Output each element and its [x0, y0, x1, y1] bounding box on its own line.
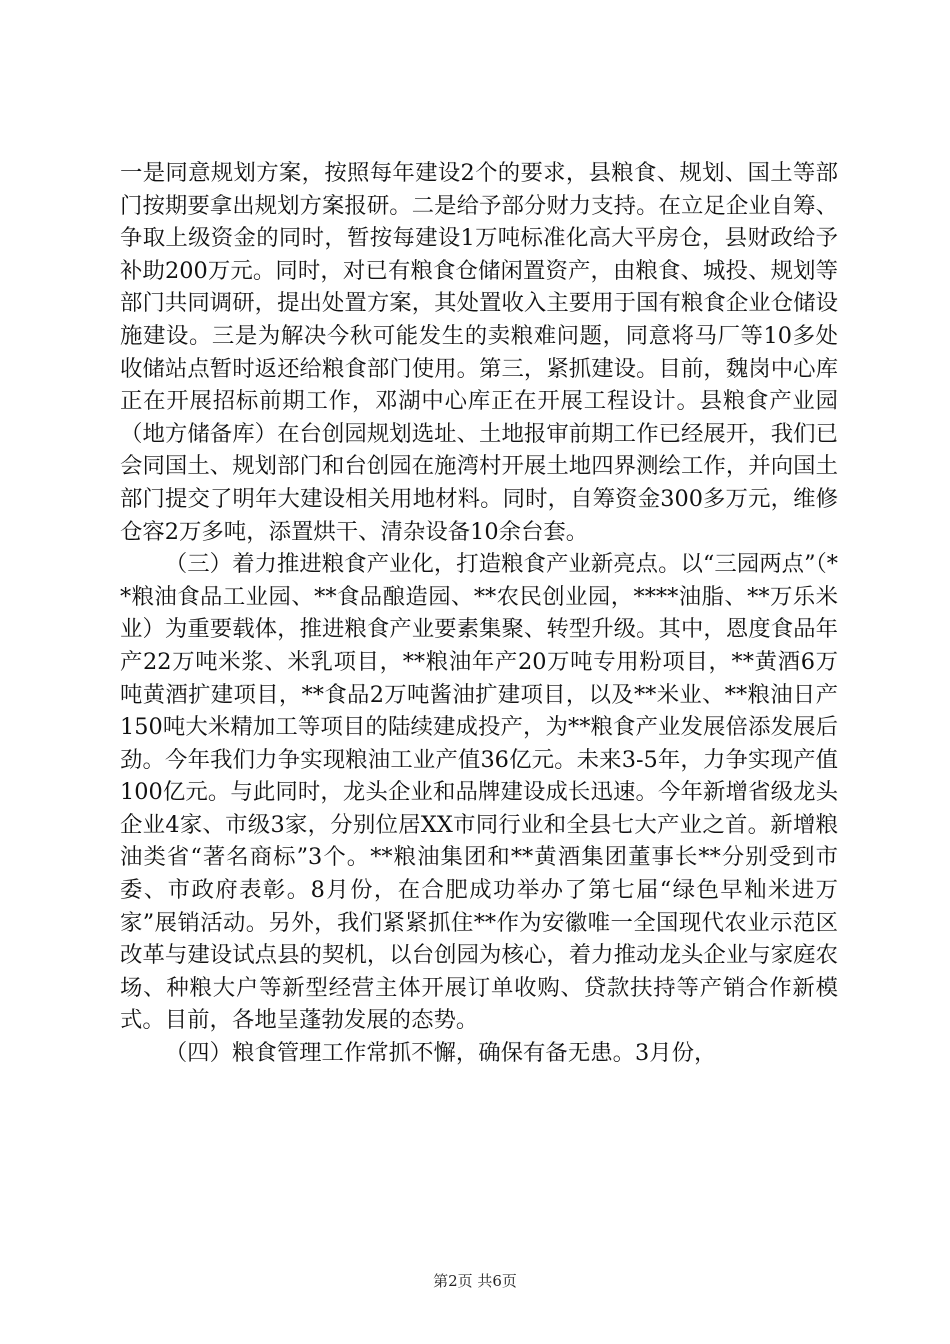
document-body: [120, 157, 838, 1070]
paragraph-section-3: （三）着力推进粮食产业化，打造粮食产业新亮点。以“三园两点”（**粮油食品工业园、**食品酿造园、**农民创业园，****油脂、**万乐米业）为重要载体，推进粮食产业要素集聚、转型升级。其中，恩度食品年产22万吨米浆、米乳项目，**粮油年产20万吨专用粉项目，**黄酒6万吨黄酒扩建项目，**食品2万吨酱油扩建项目，以及**米业、**粮油日产150吨大米精加工等项目的陆续建成投产，为**粮食产业发展倍添发展后劲。今年我们力争实现粮油工业产值36亿元。未来3-5年，力争实现产值100亿元。与此同时，龙头企业和品牌建设成长迅速。今年新增省级龙头企业4家、市级3家，分别位居XX市同行业和全县七大产业之首。新增粮油类省“著名商标”3个。**粮油集团和**黄酒集团董事长**分别受到市委、市政府表彰。8月份，在合肥成功举办了第七届“绿色早籼米进万家”展销活动。另外，我们紧紧抓住**作为安徽唯一全国现代农业示范区改革与建设试点县的契机，以台创园为核心，着力推动龙头企业与家庭农场、种粮大户等新型经营主体开展订单收购、贷款扶持等产销合作新模式。目前，各地呈蓬勃发展的态势。: [120, 551, 838, 1034]
paragraph-section-4: （四）粮食管理工作常抓不懈，确保有备无患。3月份，: [164, 1040, 717, 1067]
paragraph-continuation: 一是同意规划方案，按照每年建设2个的要求，县粮食、规划、国土等部门按期要拿出规划方案报研。二是给予部分财力支持。在立足企业自筹、争取上级资金的同时，暂按每建设1万吨标准化高大平房仓，县财政给予补助200万元。同时，对已有粮食仓储闲置资产，由粮食、城投、规划等部门共同调研，提出处置方案，其处置收入主要用于国有粮食企业仓储设施建设。三是为解决今秋可能发生的卖粮难问题，同意将马厂等10多处收储站点暂时返还给粮食部门使用。第三，紧抓建设。目前，魏岗中心库正在开展招标前期工作，邓湖中心库正在开展工程设计。县粮食产业园（地方储备库）在台创园规划选址、土地报审前期工作已经展开，我们已会同国土、规划部门和台创园在施湾村开展土地四界测绘工作，并向国土部门提交了明年大建设相关用地材料。同时，自筹资金300多万元，维修仓容2万多吨，添置烘干、清杂设备10余台套。: [120, 160, 838, 545]
page-footer: 第2页 共6页: [433, 1272, 517, 1290]
